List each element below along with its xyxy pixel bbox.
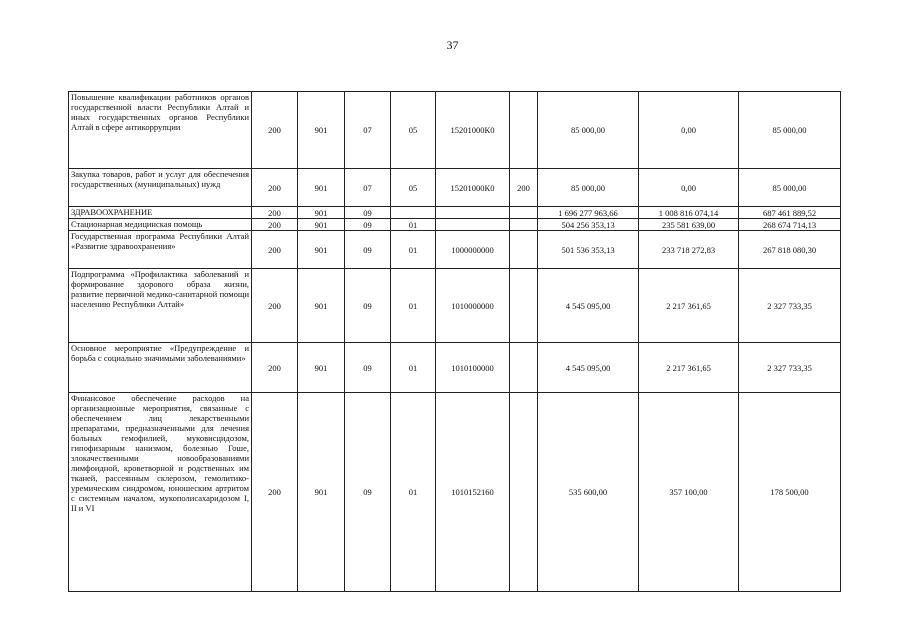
- row-amount-3: 687 461 889,52: [739, 207, 841, 219]
- row-section: 09: [345, 219, 391, 231]
- row-gr: 901: [298, 169, 345, 207]
- row-section: 07: [345, 92, 391, 169]
- row-name: Основное мероприятие «Предупреждение и борьба с социально значимыми заболеваниями»: [69, 343, 252, 393]
- row-gr: 901: [298, 92, 345, 169]
- row-amount-1: 4 545 095,00: [538, 269, 639, 343]
- row-ct: [510, 343, 538, 393]
- row-amount-1: 4 545 095,00: [538, 343, 639, 393]
- row-csr: 1010100000: [436, 343, 510, 393]
- row-amount-3: 2 327 733,35: [739, 343, 841, 393]
- row-csr: [436, 207, 510, 219]
- row-ct: [510, 219, 538, 231]
- table-row: [69, 219, 841, 231]
- row-amount-1: 535 600,00: [538, 393, 639, 592]
- row-subsection: 01: [391, 393, 436, 592]
- row-section: 07: [345, 169, 391, 207]
- row-gr: 901: [298, 343, 345, 393]
- table-row: [69, 169, 841, 207]
- row-amount-1: 501 536 353,13: [538, 231, 639, 269]
- row-name: Государственная программа Республики Алтай «Развитие здравоохранения»: [69, 231, 252, 269]
- row-csr: 1010152160: [436, 393, 510, 592]
- page-number: 37: [446, 38, 459, 52]
- row-amount-1: 504 256 353,13: [538, 219, 639, 231]
- row-gr: 901: [298, 207, 345, 219]
- row-amount-3: 2 327 733,35: [739, 269, 841, 343]
- row-amount-1: 1 696 277 963,66: [538, 207, 639, 219]
- row-amount-1: 85 000,00: [538, 92, 639, 169]
- row-gr: 901: [298, 219, 345, 231]
- row-admin: 200: [252, 231, 298, 269]
- table-row: [69, 393, 841, 592]
- row-ct: [510, 393, 538, 592]
- table-row: [69, 343, 841, 393]
- row-subsection: [391, 207, 436, 219]
- row-amount-1: 85 000,00: [538, 169, 639, 207]
- row-amount-2: 233 718 272,83: [639, 231, 739, 269]
- row-csr: 1010000000: [436, 269, 510, 343]
- row-section: 09: [345, 393, 391, 592]
- row-name: Финансовое обеспечение расходов на организационные мероприятия, связанные с обеспечением лиц лекарственными препаратами, предназначенными для лечения больных гемофилией, муковисцидозом, гипофизарным нанизмом, болезнью Гоше, злокачественными новообразованиями лимфоидной, кроветворной и родственных им тканей, рассеянным склерозом, гемолитико-уремическим синдромом, юношеским артритом с системным началом, мукополисахаридозом I, II и VI: [69, 393, 252, 592]
- row-csr: 15201000К0: [436, 169, 510, 207]
- row-gr: 901: [298, 231, 345, 269]
- row-subsection: 05: [391, 169, 436, 207]
- row-amount-2: 0,00: [639, 92, 739, 169]
- row-subsection: 01: [391, 231, 436, 269]
- row-amount-2: 1 008 816 074,14: [639, 207, 739, 219]
- row-ct: [510, 269, 538, 343]
- row-csr: [436, 219, 510, 231]
- table-row: [69, 207, 841, 219]
- row-name: ЗДРАВООХРАНЕНИЕ: [69, 207, 252, 219]
- row-csr: 1000000000: [436, 231, 510, 269]
- row-ct: [510, 231, 538, 269]
- row-admin: 200: [252, 343, 298, 393]
- row-amount-3: 267 818 080,30: [739, 231, 841, 269]
- budget-table: [68, 91, 841, 592]
- row-section: 09: [345, 269, 391, 343]
- row-amount-2: 235 581 639,00: [639, 219, 739, 231]
- row-admin: 200: [252, 169, 298, 207]
- row-admin: 200: [252, 92, 298, 169]
- table-row: [69, 92, 841, 169]
- row-ct: [510, 92, 538, 169]
- row-csr: 15201000К0: [436, 92, 510, 169]
- row-section: 09: [345, 231, 391, 269]
- row-name: Закупка товаров, работ и услуг для обеспечения государственных (муниципальных) нужд: [69, 169, 252, 207]
- row-subsection: 01: [391, 219, 436, 231]
- row-section: 09: [345, 343, 391, 393]
- row-amount-2: 2 217 361,65: [639, 343, 739, 393]
- row-admin: 200: [252, 219, 298, 231]
- row-amount-3: 85 000,00: [739, 92, 841, 169]
- row-subsection: 01: [391, 269, 436, 343]
- row-amount-2: 2 217 361,65: [639, 269, 739, 343]
- row-gr: 901: [298, 269, 345, 343]
- row-amount-2: 0,00: [639, 169, 739, 207]
- table-row: [69, 231, 841, 269]
- row-amount-2: 357 100,00: [639, 393, 739, 592]
- row-subsection: 01: [391, 343, 436, 393]
- row-ct: [510, 207, 538, 219]
- row-amount-3: 178 500,00: [739, 393, 841, 592]
- row-amount-3: 85 000,00: [739, 169, 841, 207]
- row-admin: 200: [252, 393, 298, 592]
- row-name: Повышение квалификации работников органов государственной власти Республики Алтай и иных государственных органов Республики Алтай в сфере антикоррупции: [69, 92, 252, 169]
- row-section: 09: [345, 207, 391, 219]
- row-admin: 200: [252, 269, 298, 343]
- row-subsection: 05: [391, 92, 436, 169]
- row-name: Подпрограмма «Профилактика заболеваний и формирование здорового образа жизни, развитие первичной медико-санитарной помощи населению Республики Алтай»: [69, 269, 252, 343]
- row-admin: 200: [252, 207, 298, 219]
- table-row: [69, 269, 841, 343]
- row-ct: 200: [510, 169, 538, 207]
- row-amount-3: 268 674 714,13: [739, 219, 841, 231]
- row-name: Стационарная медицинская помощь: [69, 219, 252, 231]
- row-gr: 901: [298, 393, 345, 592]
